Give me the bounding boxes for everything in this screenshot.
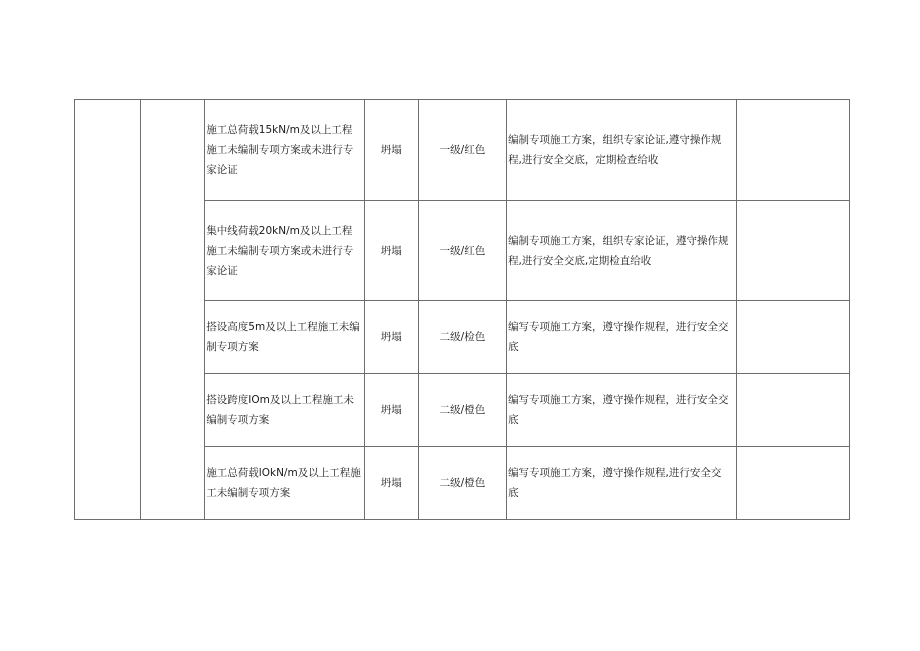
remark-cell [736, 374, 849, 447]
accident-type-cell: 坍塌 [364, 201, 418, 301]
hazard-cell: 搭设高度5m及以上工程施工未编制专项方案 [205, 301, 364, 374]
control-measures-cell: 编写专项施工方案，遵守操作规程，进行安全交底 [507, 301, 737, 374]
control-measures-cell: 编写专项施工方案，遵守操作规程，进行安全交底 [507, 374, 737, 447]
hazard-cell: 施工总荷载lOkN/m及以上工程施工未编制专项方案 [205, 447, 364, 520]
risk-level-cell: 一级/红色 [418, 201, 506, 301]
remark-cell [736, 447, 849, 520]
merged-subcategory-cell [141, 100, 205, 520]
accident-type-cell: 坍塌 [364, 447, 418, 520]
risk-level-cell: 二级/检色 [418, 301, 506, 374]
risk-level-cell: 二级/橙色 [418, 374, 506, 447]
accident-type-cell: 坍塌 [364, 100, 418, 201]
risk-level-cell: 二级/橙色 [418, 447, 506, 520]
remark-cell [736, 100, 849, 201]
risk-level-cell: 一级/红色 [418, 100, 506, 201]
hazard-cell: 搭设跨度IOm及以上工程施工未编制专项方案 [205, 374, 364, 447]
hazard-cell: 施工总荷载15kN/m及以上工程施工未编制专项方案或未进行专家论证 [205, 100, 364, 201]
remark-cell [736, 301, 849, 374]
risk-table [74, 99, 850, 520]
hazard-cell: 集中线荷载20kN/m及以上工程施工未编制专项方案或未进行专家论证 [205, 201, 364, 301]
control-measures-cell: 编制专项施工方案，组织专家论证，遵守操作规程,进行安全交底,定期检直给收 [507, 201, 737, 301]
remark-cell [736, 201, 849, 301]
control-measures-cell: 编写专项施工方案，遵守操作规程,进行安全交底 [507, 447, 737, 520]
merged-category-cell [75, 100, 141, 520]
accident-type-cell: 坍塌 [364, 301, 418, 374]
table-row [75, 100, 850, 201]
control-measures-cell: 编制专项施工方案，组织专家论证,遵守操作规程,进行安全交底，定期检查给收 [507, 100, 737, 201]
accident-type-cell: 坍塌 [364, 374, 418, 447]
